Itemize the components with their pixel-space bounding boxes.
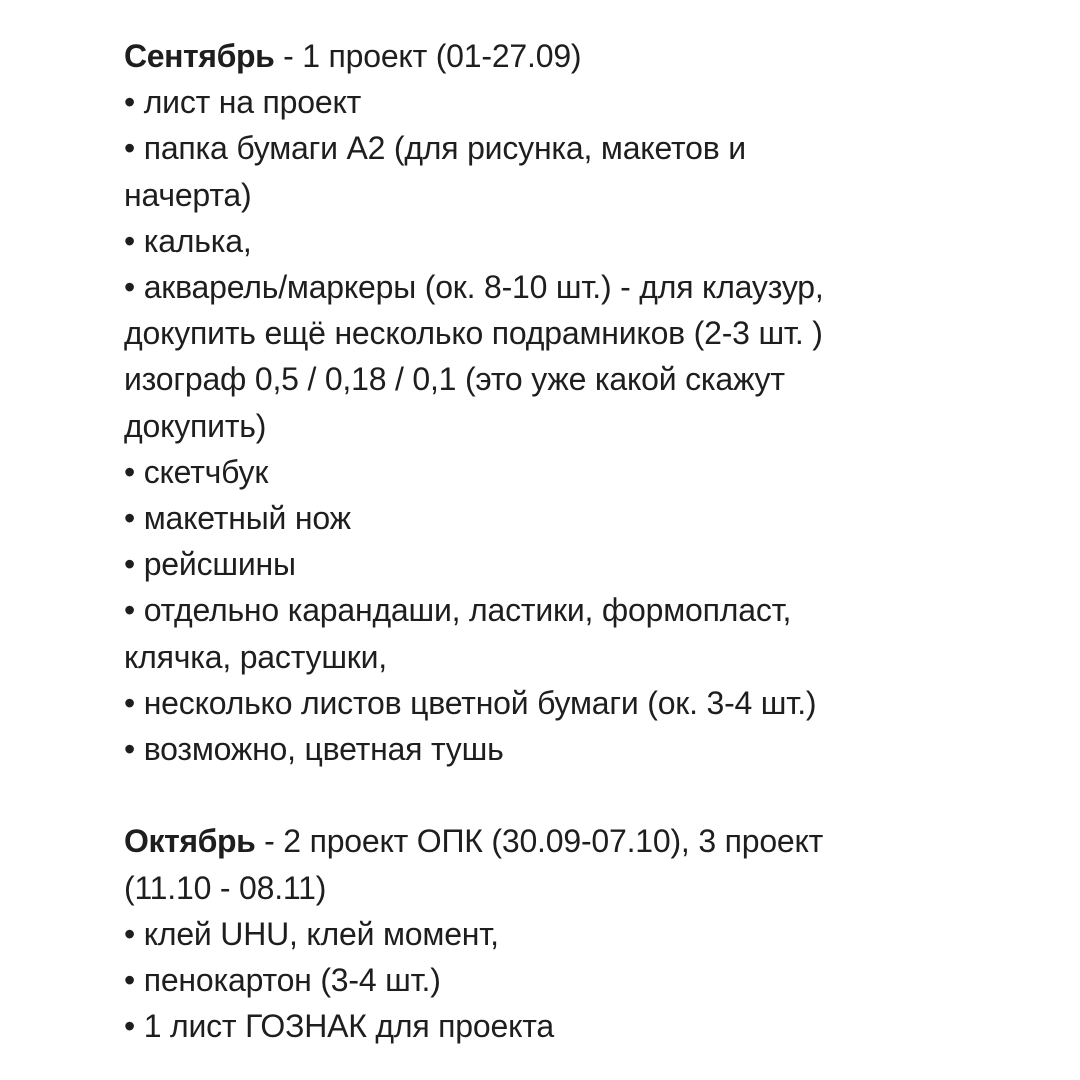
list-item: • папка бумаги А2 (для рисунка, макетов и [124,130,746,167]
list-item: • возможно, цветная тушь [124,731,504,768]
list-item-continuation: изограф 0,5 / 0,18 / 0,1 (это уже какой скажут [124,361,785,398]
list-item: • пенокартон (3-4 шт.) [124,962,441,999]
section-summary: - 2 проект ОПК (30.09-07.10), 3 проект [255,823,824,860]
section-header-october [124,818,984,864]
section-header-september [124,33,984,79]
month-title: Октябрь [124,823,256,860]
list-item-continuation: начерта) [124,176,252,213]
list-item: • скетчбук [124,453,269,490]
list-item: • лист на проект [124,84,362,121]
list-item: • рейсшины [124,546,296,583]
list-item-continuation: (11.10 - 08.11) [124,869,327,906]
list-item: • макетный нож [124,500,351,537]
month-title: Сентябрь [124,38,275,74]
list-item: • несколько листов цветной бумаги (ок. 3-4 шт.) [124,684,817,721]
section-summary: - 1 проект (01-27.09) [274,38,582,74]
list-item-continuation: клячка, растушки, [124,638,387,675]
list-item: • 1 лист ГОЗНАК для проекта [124,1008,554,1045]
list-item-continuation: докупить ещё несколько подрамников (2-3 шт. ) [124,315,823,352]
notes-text [124,33,984,1049]
list-item: • калька, [124,222,252,259]
list-item: • акварель/маркеры (ок. 8-10 шт.) - для клаузур, [124,269,824,306]
list-item: • отдельно карандаши, ластики, формопласт, [124,592,792,629]
section-spacer [124,772,984,818]
list-item: • клей UHU, клей момент, [124,915,499,952]
list-item-continuation: докупить) [124,407,267,444]
